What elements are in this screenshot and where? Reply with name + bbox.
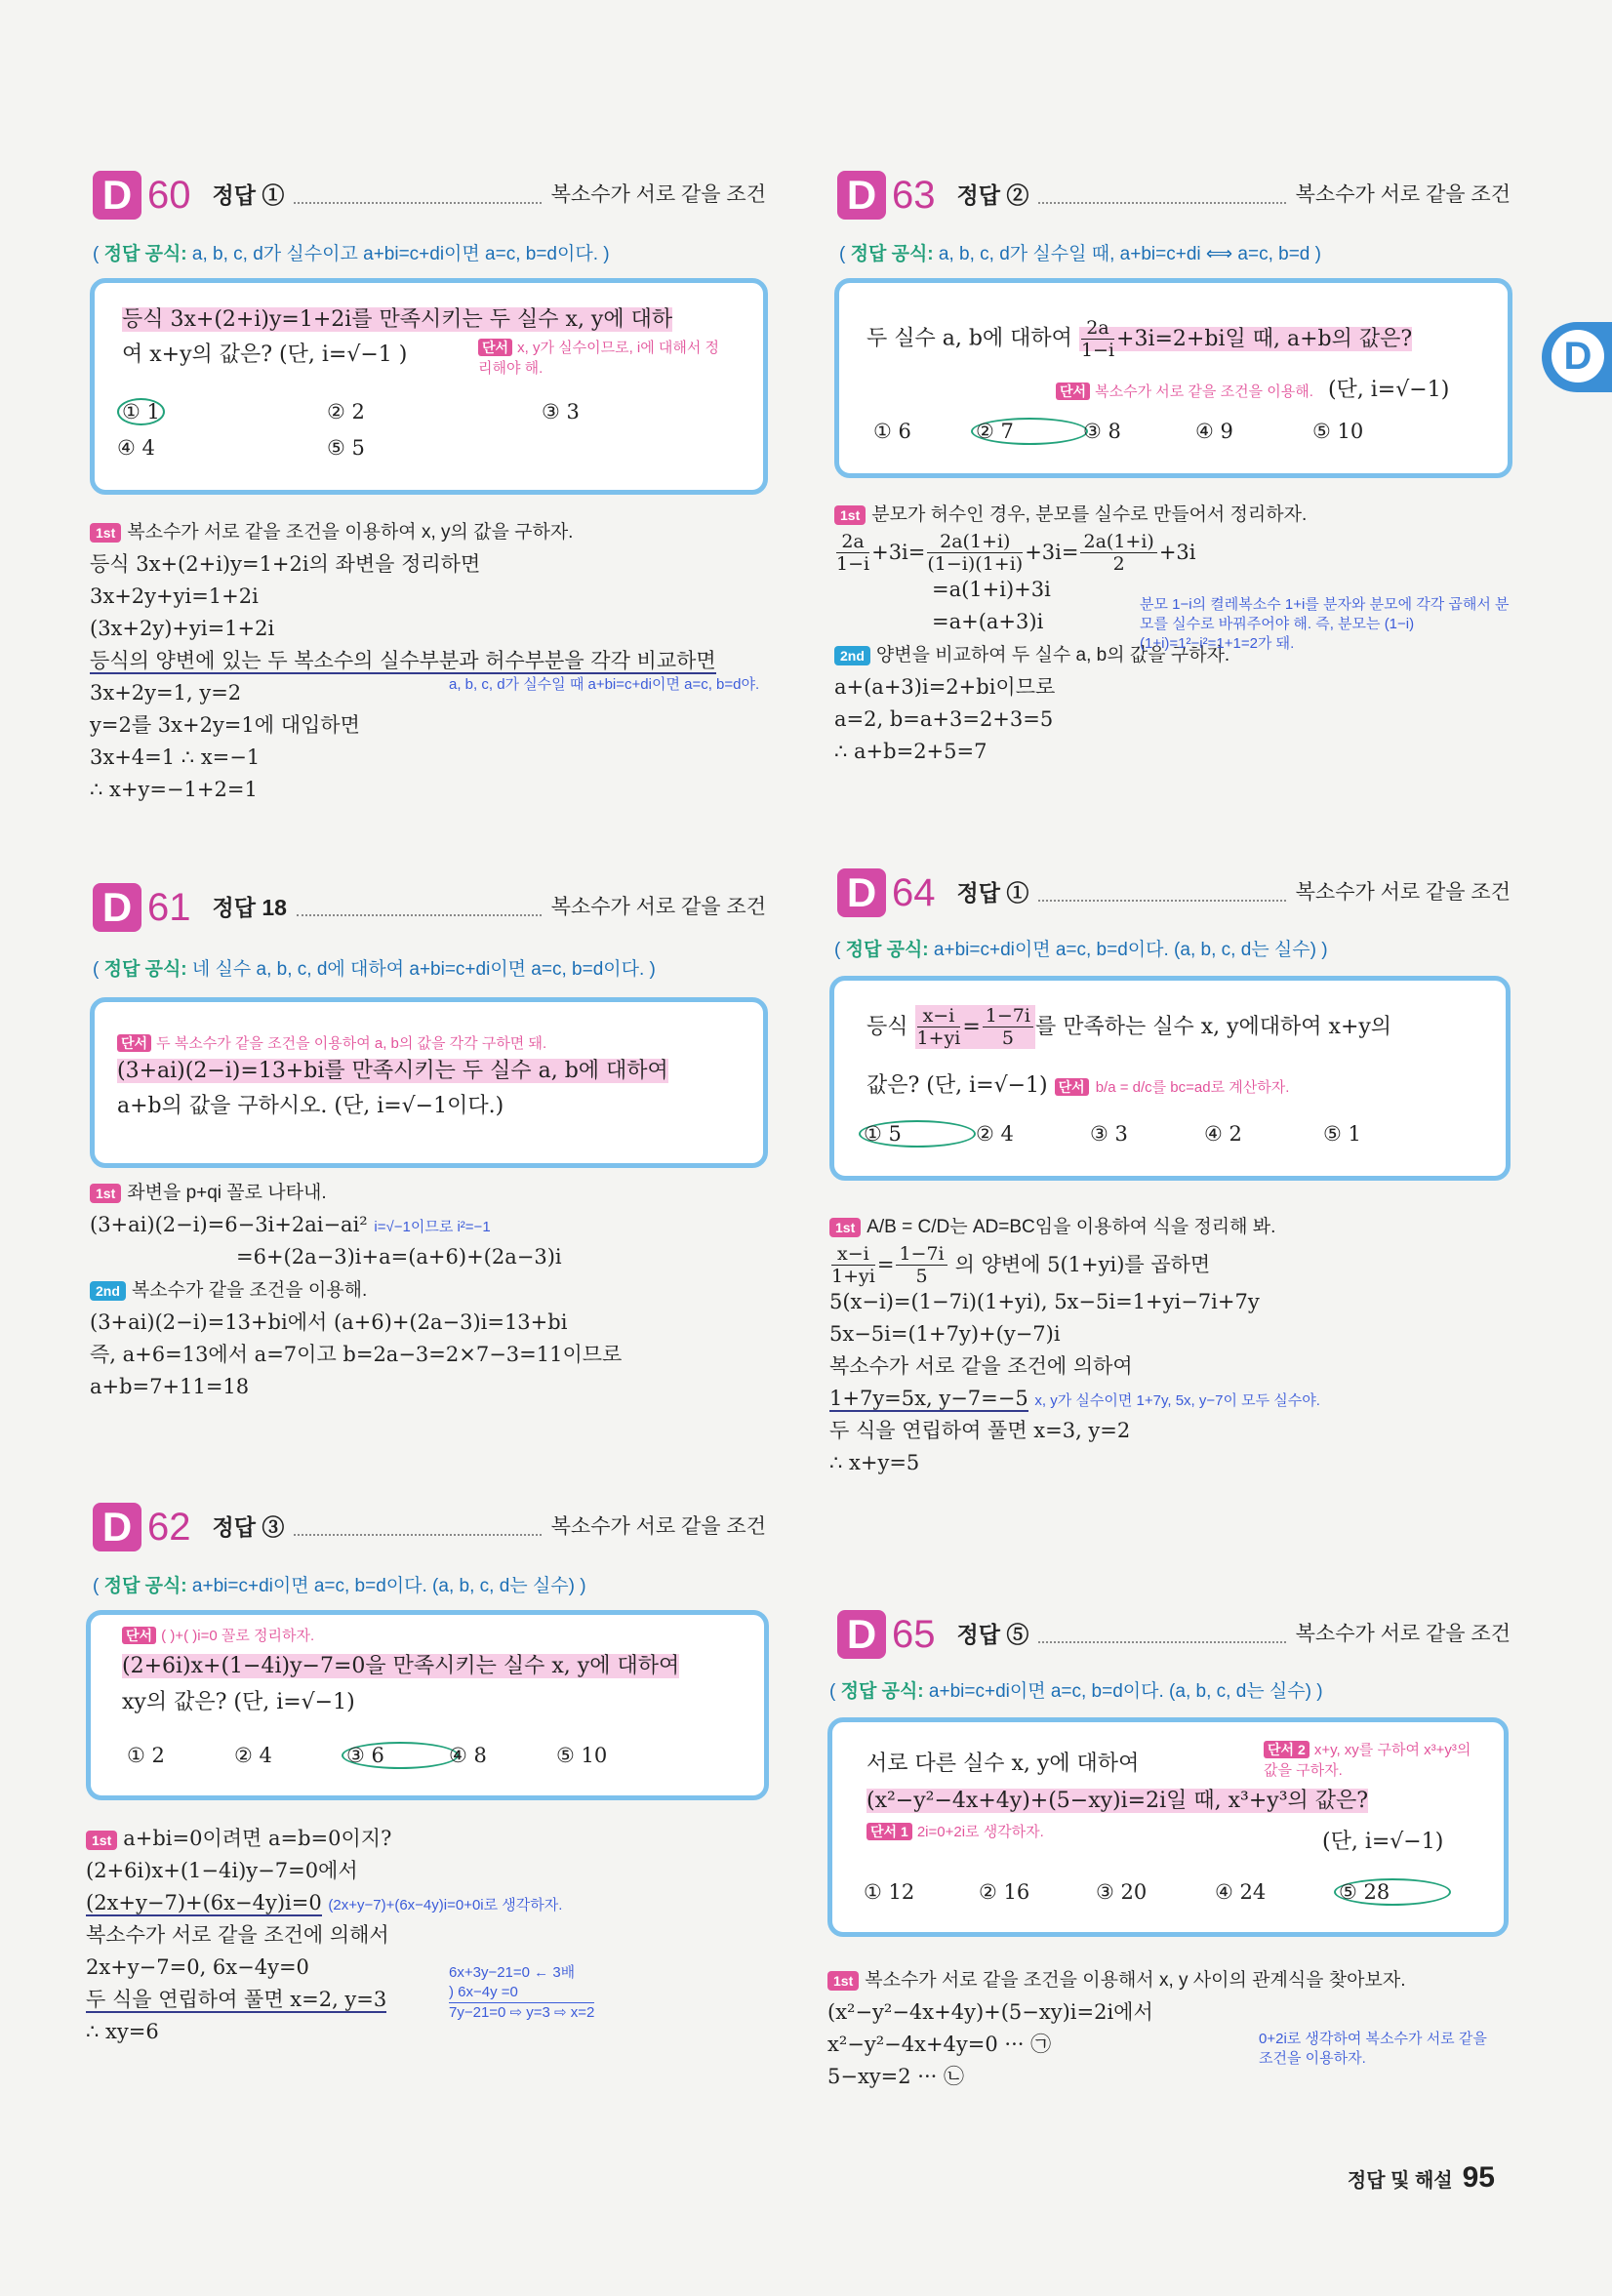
- question-line: (2+6i)x+(1−4i)y−7=0을 만족시키는 실수 x, y에 대하여: [122, 1654, 680, 1678]
- problem-header-62: [93, 1493, 766, 1551]
- answer-label: 정답 ③: [212, 1514, 285, 1540]
- solution-60: 1st 복소수가 서로 같을 조건을 이용하여 x, y의 값을 구하자. 등식 3x+(2+i)y=1+2i의 좌변을 정리하면 3x+2y+yi=1+2i (3x+2y)+yi=1+2i 등식의 양변에 있는 두 복소수의 실수부분과 허수부분을 각각 비교하면 3x+2y=1, y=2 y=2를 3x+2y=1에 대입하면 3x+4=1 ∴ x=−1 ∴ x+y=−1+2=1: [90, 522, 716, 801]
- problem-number: 62: [147, 1506, 191, 1549]
- problem-number: 64: [892, 871, 936, 914]
- side-note: 분모 1−i의 켤레복소수 1+i를 분자와 분모에 각각 곱해서 분모를 실수로 바꿔주어야 해. 즉, 분모는 (1−i)(1+i)=1²−i²=1+1=2가 돼.: [1140, 596, 1510, 652]
- choices-row: ④ 4 ⑤ 5: [117, 436, 365, 460]
- question-line: 두 실수 a, b에 대하여 $\frac{2a}{1-i}$ +3i=2+bi일 때, a+b의 값은?: [866, 317, 1413, 361]
- d-badge: D: [837, 868, 886, 917]
- hint-note: 단서 ( )+( )i=0 꼴로 정리하자.: [122, 1625, 314, 1645]
- question-line: (x²−y²−4x+4y)+(5−xy)i=2i일 때, x³+y³의 값은?: [866, 1789, 1369, 1813]
- choices-row: ① 12 ② 16 ③ 20 ④ 24 ⑤ 28: [864, 1878, 1441, 1906]
- problem-header-60: [93, 161, 766, 220]
- d-badge: D: [837, 171, 886, 220]
- calc-note: 6x+3y−21=0 ← 3배 ) 6x−4y =0 7y−21=0 ⇨ y=3 ⇨ x=2: [449, 1964, 595, 2021]
- solution-63: 1st 분모가 허수인 경우, 분모를 실수로 만들어서 정리하자. $\frac{2a}{1-i}$ +3i= $\frac{2a(1+i)}{(1-i)(1+i)}$ +3i= $\frac{2a(1+i)}{2}$ +3i =a(1+i)+3i =a+(a+3)i 2nd 양변을 비교하여 두 실수 a, b의 값을 구하자. a+(a+3)i=2+bi이므로 a=2, b=a+3=2+3=5 ∴ a+b=2+5=7: [834, 504, 1308, 763]
- problem-number: 65: [892, 1613, 936, 1656]
- leader-dots: [297, 914, 542, 916]
- leader-dots: [1038, 900, 1285, 902]
- question-line: xy의 값은? (단, i=√−1): [122, 1690, 355, 1714]
- solution-65: 1st 복소수가 서로 같을 조건을 이용해서 x, y 사이의 관계식을 찾아보자. (x²−y²−4x+4y)+(5−xy)i=2i에서 x²−y²−4x+4y=0 ··· ㉠ 5−xy=2 ··· ㉡: [827, 1970, 1406, 2088]
- formula-line: ( 정답 공식: a+bi=c+di이면 a=c, b=d이다. (a, b, c, d는 실수) ): [93, 1576, 586, 1596]
- answer-label: 정답 ①: [212, 182, 285, 208]
- side-note: a, b, c, d가 실수일 때 a+bi=c+di이면 a=c, b=d야.: [449, 676, 760, 693]
- problem-header-63: [837, 161, 1511, 220]
- hint-note: 단서 x, y가 실수이므로, i에 대해서 정리해야 해.: [478, 340, 720, 377]
- question-line: 값은? (단, i=√−1) 단서 b/a = d/c를 bc=ad로 계산하자.: [866, 1073, 1290, 1098]
- footer-label: 정답 및 해설: [1347, 2170, 1453, 2192]
- problem-header-65: [837, 1600, 1511, 1659]
- leader-dots: [294, 1534, 541, 1536]
- section-tab-letter: D: [1552, 330, 1604, 383]
- equation-fraction: $\frac{x-i}{1+yi}$ = $\frac{1-7i}{5}$ 의 양변에 5(1+yi)를 곱하면: [831, 1242, 1211, 1287]
- formula-line: ( 정답 공식: a, b, c, d가 실수이고 a+bi=c+di이면 a=c, b=d이다. ): [93, 244, 610, 264]
- topic-title: 복소수가 서로 같을 조건: [550, 1515, 766, 1538]
- choices-row: ① 1 ② 2 ③ 3: [117, 398, 649, 425]
- answer-label: 정답 ①: [956, 880, 1029, 906]
- hint-note: 단서 복소수가 서로 같을 조건을 이용해. (단, i=√−1): [1056, 373, 1449, 403]
- leader-dots: [1038, 1641, 1285, 1643]
- page-number: 95: [1462, 2161, 1495, 2194]
- solution-64: 1st A/B = C/D는 AD=BC임을 이용하여 식을 정리해 봐. $\frac{x-i}{1+yi}$ = $\frac{1-7i}{5}$ 의 양변에 5(1+yi)를 곱하면 5(x−i)=(1−7i)(1+yi), 5x−5i=1+yi−7i+7y 5x−5i=(1+7y)+(y−7)i 복소수가 서로 같을 조건에 의하여 1+7y=5x, y−7=−5 x, y가 실수이면 1+7y, 5x, y−7이 모두 실수야. 두 식을 연립하여 풀면 x=3, y=2 ∴ x+y=5: [829, 1217, 1320, 1474]
- solution-61: 1st 좌변을 p+qi 꼴로 나타내. (3+ai)(2−i)=6−3i+2ai−ai² i=√−1이므로 i²=−1 =6+(2a−3)i+a=(a+6)+(2a−3)i 2nd 복소수가 같을 조건을 이용해. (3+ai)(2−i)=13+bi에서 (a+6)+(2a−3)i=13+bi 즉, a+6=13에서 a=7이고 b=2a−3=2×7−3=11이므로 a+b=7+11=18: [90, 1183, 623, 1398]
- problem-number: 60: [147, 174, 191, 217]
- equation-fraction: $\frac{2a}{1-i}$ +3i= $\frac{2a(1+i)}{(1-i)(1+i)}$ +3i= $\frac{2a(1+i)}{2}$ +3i: [836, 530, 1196, 575]
- d-badge: D: [837, 1610, 886, 1659]
- topic-title: 복소수가 서로 같을 조건: [550, 896, 766, 918]
- problem-number: 61: [147, 886, 191, 929]
- d-badge: D: [93, 883, 141, 932]
- question-line: 서로 다른 실수 x, y에 대하여: [866, 1752, 1140, 1776]
- topic-title: 복소수가 서로 같을 조건: [1295, 183, 1511, 206]
- answer-label: 정답 18: [212, 895, 287, 920]
- question-line: (3+ai)(2−i)=13+bi를 만족시키는 두 실수 a, b에 대하여: [117, 1059, 668, 1083]
- formula-line: ( 정답 공식: a+bi=c+di이면 a=c, b=d이다. (a, b, c, d는 실수) ): [834, 940, 1328, 960]
- d-badge: D: [93, 1503, 141, 1551]
- topic-title: 복소수가 서로 같을 조건: [1295, 1623, 1511, 1645]
- problem-header-61: [93, 873, 766, 932]
- hint-note: 단서 2 x+y, xy를 구하여 x³+y³의 값을 구하자.: [1264, 1742, 1471, 1779]
- problem-number: 63: [892, 174, 936, 217]
- leader-dots: [294, 202, 541, 204]
- d-badge: D: [93, 171, 141, 220]
- leader-dots: [1038, 202, 1285, 204]
- solution-62: 1st a+bi=0이려면 a=b=0이지? (2+6i)x+(1−4i)y−7=0에서 (2x+y−7)+(6x−4y)i=0 (2x+y−7)+(6x−4y)i=0+0i로 생각하자. 복소수가 서로 같을 조건에 의해서 2x+y−7=0, 6x−4y=0 두 식을 연립하여 풀면 x=2, y=3 ∴ xy=6: [86, 1827, 563, 2043]
- hint-note: 단서 1 2i=0+2i로 생각하자.: [866, 1821, 1044, 1841]
- question-line: 등식 3x+(2+i)y=1+2i를 만족시키는 두 실수 x, y에 대하: [122, 307, 673, 332]
- topic-title: 복소수가 서로 같을 조건: [550, 183, 766, 206]
- formula-line: ( 정답 공식: 네 실수 a, b, c, d에 대하여 a+bi=c+di이면 a=c, b=d이다. ): [93, 959, 656, 980]
- question-line: 등식 $\frac{x-i}{1+yi}$ = $\frac{1-7i}{5}$ 를 만족하는 실수 x, y에대하여 x+y의: [866, 1005, 1392, 1049]
- page-footer: [1348, 2161, 1495, 2195]
- question-line: 여 x+y의 값은? (단, i=√−1 ): [122, 342, 408, 367]
- choices-row: ① 6 ② 7 ③ 8 ④ 9 ⑤ 10: [873, 420, 1364, 443]
- formula-line: ( 정답 공식: a+bi=c+di이면 a=c, b=d이다. (a, b, c, d는 실수) ): [829, 1681, 1323, 1702]
- question-line: (단, i=√−1): [1322, 1830, 1444, 1854]
- section-tab: [1542, 322, 1612, 392]
- topic-title: 복소수가 서로 같을 조건: [1295, 881, 1511, 904]
- choices-row: ① 5 ② 4 ③ 3 ④ 2 ⑤ 1: [859, 1120, 1431, 1148]
- answer-label: 정답 ②: [956, 182, 1029, 208]
- question-line: a+b의 값을 구하시오. (단, i=√−1이다.): [117, 1094, 504, 1118]
- side-note: 0+2i로 생각하여 복소수가 서로 같을 조건을 이용하자.: [1259, 2031, 1487, 2067]
- hint-note: 단서 두 복소수가 같을 조건을 이용하여 a, b의 값을 각각 구하면 돼.: [117, 1032, 546, 1053]
- formula-line: ( 정답 공식: a, b, c, d가 실수일 때, a+bi=c+di ⟺ a=c, b=d ): [839, 244, 1321, 264]
- choices-row: ① 2 ② 4 ③ 6 ④ 8 ⑤ 10: [127, 1744, 608, 1767]
- problem-header-64: [837, 859, 1511, 917]
- answer-label: 정답 ⑤: [956, 1622, 1029, 1647]
